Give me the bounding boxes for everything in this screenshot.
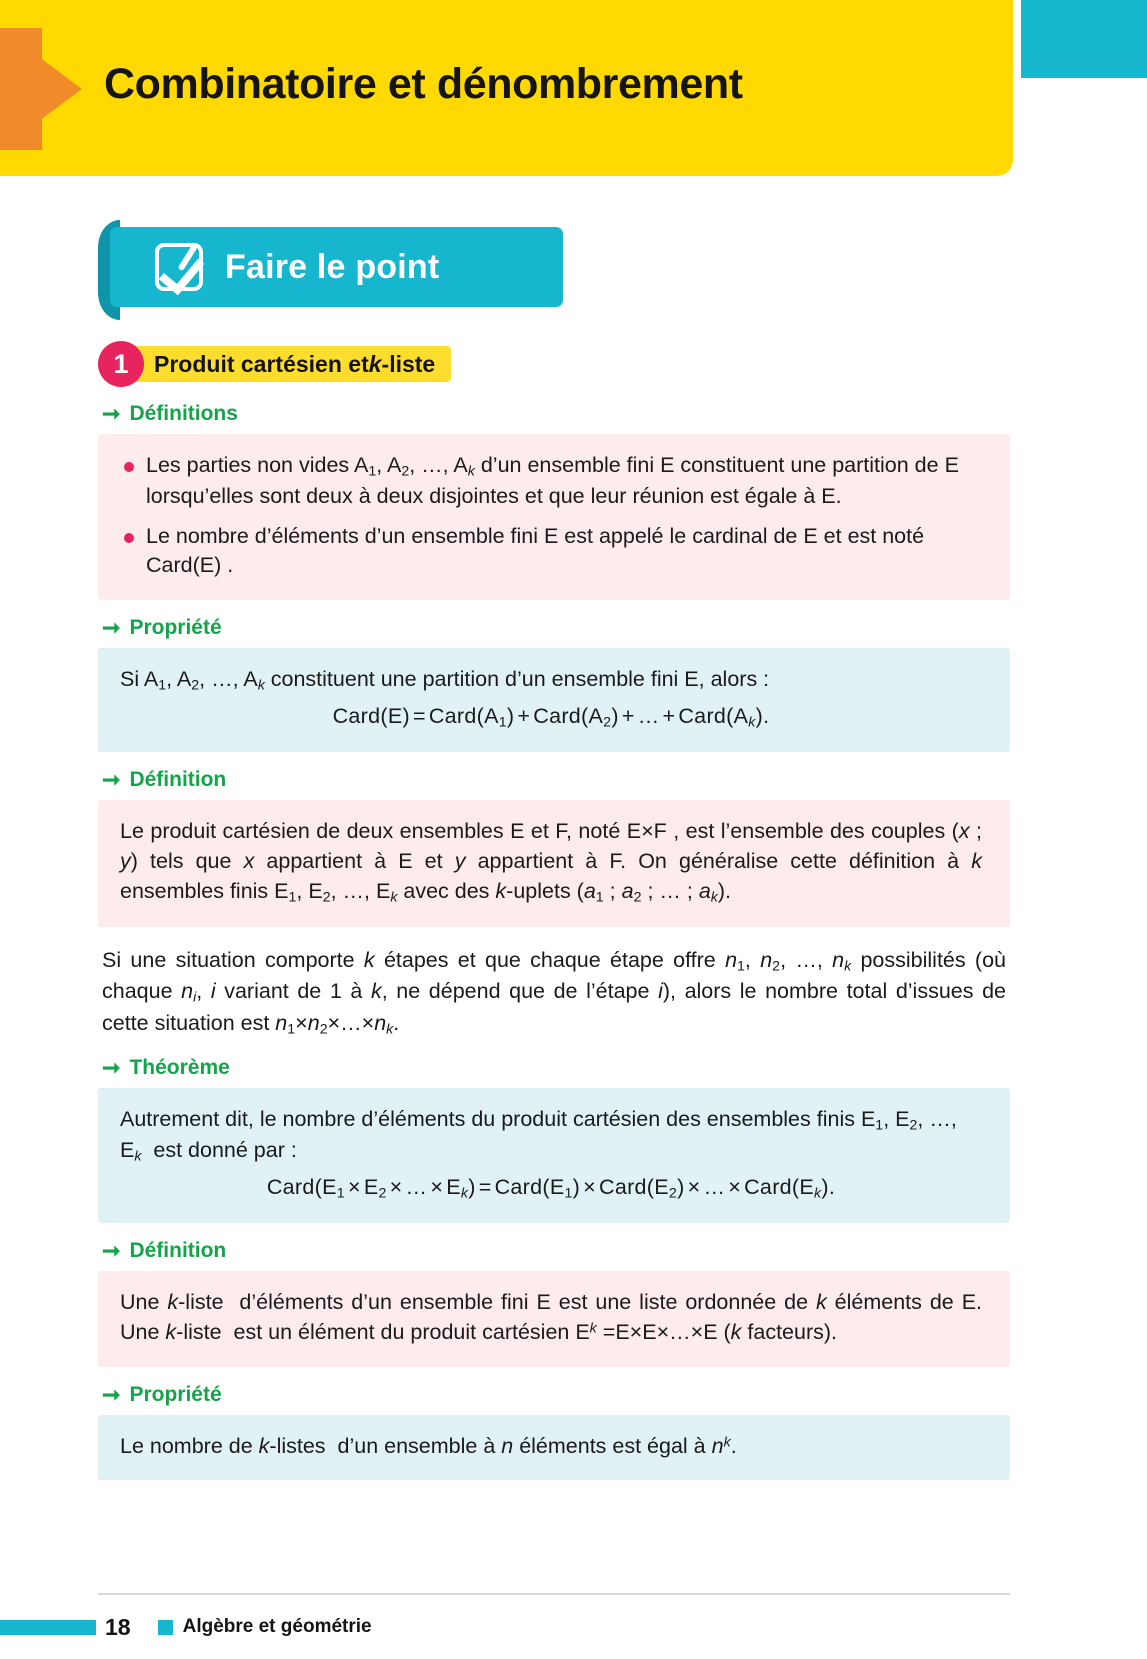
subhead-propriete-2-label: Propriété bbox=[129, 1382, 222, 1406]
footer-cyan-bar bbox=[0, 1620, 96, 1635]
definitions-list bbox=[120, 451, 982, 581]
propriete-2-box bbox=[98, 1415, 1010, 1481]
footer-chapter-label: Algèbre et géométrie bbox=[182, 1616, 372, 1637]
theoreme-box bbox=[98, 1088, 1010, 1223]
checkbox-check-icon bbox=[155, 243, 203, 291]
subhead-definitions-label: Définitions bbox=[129, 402, 238, 425]
arrow-right-icon: ➞ bbox=[102, 1381, 121, 1407]
list-item: Le nombre d’éléments d’un ensemble fini E est appelé le cardinal de E et est noté Card(E) . bbox=[120, 522, 982, 581]
subhead-propriete-1 bbox=[102, 616, 1010, 640]
subhead-definitions bbox=[102, 402, 1010, 426]
subhead-definition-3 bbox=[102, 1239, 1010, 1263]
page-header bbox=[0, 0, 1147, 178]
ribbon-label: Faire le point bbox=[225, 247, 440, 286]
subhead-propriete-1-label: Propriété bbox=[129, 616, 222, 640]
steps-paragraph: Si une situation comporte k étapes et que chaque étape offre $n_1$, $n_2$, …, $n_k$ possibilités (où chaque $n_i$, i variant de 1 à k, ne dépend que de l’étape i), alors le nombre total d’issues de cette situation est $n_1\times n_2\times\dots\times n_k$. bbox=[102, 947, 1007, 1038]
header-cyan-block bbox=[1021, 0, 1147, 78]
list-item: Les parties non vides $A_1$, $A_2$, …, $A_k$ d’un ensemble fini E constituent une partition de E lorsqu’elles sont deux à deux disjointes et que leur réunion est égale à E. bbox=[120, 451, 982, 512]
propriete-1-formula: Card(E) = $Card(A_1)$ + $Card(A_2)$ + … + $Card(A_k)$. bbox=[332, 704, 770, 731]
definition-3-box bbox=[98, 1271, 1010, 1366]
arrow-right-icon: ➞ bbox=[102, 615, 121, 641]
ribbon-body bbox=[110, 227, 563, 307]
arrow-right-icon: ➞ bbox=[102, 1054, 121, 1080]
header-orange-arrow-icon bbox=[0, 28, 82, 150]
page-content bbox=[0, 220, 1147, 1480]
subhead-theoreme bbox=[102, 1056, 1010, 1080]
theoreme-text: Autrement dit, le nombre d’éléments du produit cartésien des ensembles finis $E_1$, $E_2$, …, $E_k$ est donné par : bbox=[120, 1106, 957, 1165]
section-title-italic: k bbox=[368, 350, 382, 377]
arrow-right-icon: ➞ bbox=[102, 401, 121, 426]
propriete-2-text: Le nombre de k-listes d’un ensemble à n éléments est égal à $n^k$. bbox=[120, 1433, 737, 1458]
page-footer bbox=[0, 1595, 1147, 1659]
arrow-right-icon: ➞ bbox=[102, 1238, 121, 1264]
section-title-prefix: Produit cartésien et bbox=[154, 350, 369, 377]
footer-cyan-square-icon bbox=[158, 1620, 173, 1635]
theoreme-formula: $Card(E_1 \times E_2$ × … × $E_k$) = $Card(E_1)$ × $Card(E_2)$ × … × $Card(E_k)$. bbox=[266, 1175, 836, 1202]
subhead-definition-3-label: Définition bbox=[129, 1239, 227, 1263]
section-title bbox=[120, 346, 451, 382]
check-mark-overhang bbox=[178, 243, 199, 272]
section-number-badge: 1 bbox=[98, 341, 144, 387]
section-title-suffix: -liste bbox=[381, 350, 436, 377]
faire-le-point-banner bbox=[98, 220, 1010, 320]
section-heading bbox=[98, 342, 1010, 386]
propriete-1-box bbox=[98, 648, 1010, 752]
subhead-propriete-2 bbox=[102, 1383, 1010, 1407]
subhead-definition-2 bbox=[102, 768, 1010, 792]
subhead-theoreme-label: Théorème bbox=[129, 1055, 230, 1079]
propriete-1-text: Si $A_1$, $A_2$, …, $A_k$ constituent une partition d’un ensemble fini E, alors : bbox=[120, 667, 770, 694]
arrow-right-icon: ➞ bbox=[102, 767, 121, 793]
page-title: Combinatoire et dénombrement bbox=[104, 60, 743, 108]
definition-2-box bbox=[98, 800, 1010, 926]
definitions-box bbox=[98, 434, 1010, 600]
definition-2-text: Le produit cartésien de deux ensembles E et F, noté E×F , est l’ensemble des couples (x ; y) tels que x appartient à E et y appartient à F. On généralise cette définition à k ensembles finis $E_1$, $E_2$, …, $E_k$ avec des k-uplets ($a_1$ ; $a_2$ ; … ; $a_k$). bbox=[120, 819, 983, 906]
definition-3-text: Une k-liste d’éléments d’un ensemble fini E est une liste ordonnée de k éléments de E. Une k-liste est un élément du produit cartésien $E^k$ =E×E×…×E (k facteurs). bbox=[120, 1290, 983, 1344]
subhead-definition-2-label: Définition bbox=[129, 768, 227, 792]
page-number: 18 bbox=[105, 1613, 131, 1640]
